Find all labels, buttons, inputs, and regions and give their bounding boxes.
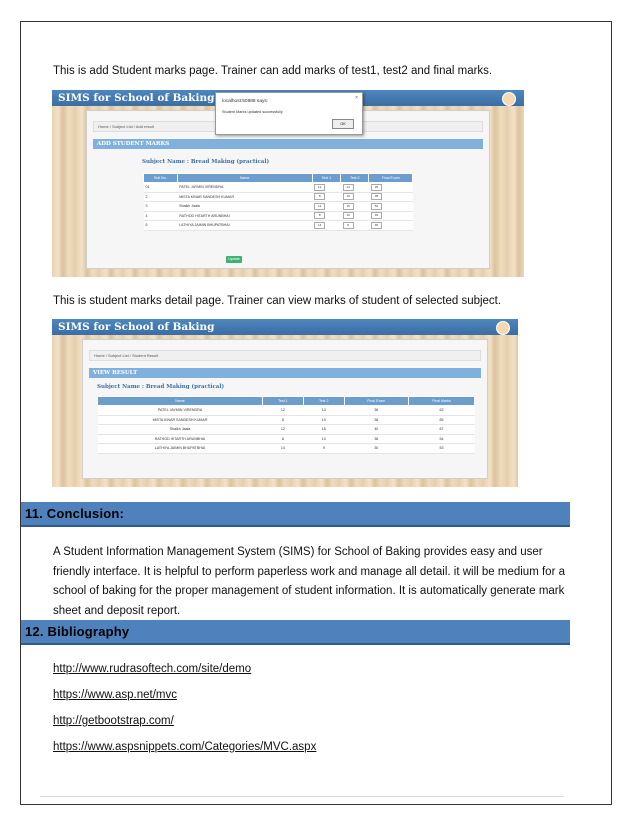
- final-cell: 36: [344, 406, 408, 416]
- table-row: [144, 211, 413, 221]
- total-cell: 67: [408, 425, 474, 435]
- panel-title: ADD STUDENT MARKS: [93, 139, 483, 149]
- footer-rule: [40, 796, 564, 797]
- view-marks-caption: This is student marks detail page. Trainer can view marks of student of selected subject.: [53, 295, 502, 307]
- test2-input[interactable]: 15: [343, 203, 354, 210]
- col-header: Name: [177, 174, 312, 183]
- final-cell: 40: [344, 425, 408, 435]
- final-input[interactable]: 30: [371, 222, 382, 229]
- col-header: Name: [98, 397, 263, 406]
- test1-input[interactable]: 14: [314, 222, 325, 229]
- roll-cell: 01: [144, 183, 178, 193]
- conclusion-heading: 11. Conclusion:: [21, 502, 570, 527]
- table-row: [144, 202, 413, 212]
- breadcrumb[interactable]: Home / Subject List / Student Result: [89, 350, 481, 361]
- name-cell: LATHIYA JAIMIN BHUPATBHAI: [98, 444, 263, 454]
- panel-title: VIEW RESULT: [89, 368, 481, 378]
- subject-label: Subject Name : Bread Making (practical): [142, 159, 270, 165]
- col-header: Test 2: [341, 174, 369, 183]
- name-cell: Shaikh Jaala: [98, 425, 263, 435]
- app-title: SIMS for School of Baking: [58, 92, 215, 104]
- test2-cell: 10: [303, 434, 344, 444]
- test1-input[interactable]: 12: [314, 203, 325, 210]
- add-marks-caption: This is add Student marks page. Trainer can add marks of test1, test2 and final marks.: [53, 65, 493, 77]
- avatar: [502, 92, 516, 106]
- col-header: Test 1: [263, 397, 304, 406]
- test1-cell: 12: [263, 406, 304, 416]
- bibliography-link[interactable]: http://getbootstrap.com/: [53, 715, 174, 727]
- breadcrumb[interactable]: Home / Subject List / Add result: [93, 121, 483, 132]
- test2-input[interactable]: 10: [343, 212, 354, 219]
- app-title-bar: [52, 319, 518, 335]
- table-row: [144, 221, 413, 231]
- name-cell: LATHIYA JAIMIN BHUPATBHAI: [177, 221, 312, 231]
- test2-input[interactable]: 9: [343, 222, 354, 229]
- table-row: [98, 415, 475, 425]
- test2-cell: 14: [303, 406, 344, 416]
- name-cell: RATHOD HITARTH ARUNBHAI: [177, 211, 312, 221]
- test1-input[interactable]: 8: [314, 212, 325, 219]
- final-input[interactable]: 36: [371, 212, 382, 219]
- test2-input[interactable]: 19: [343, 193, 354, 200]
- name-cell: PATEL JAYMIN VIRENDRA: [177, 183, 312, 193]
- col-header: Final Marks: [408, 397, 474, 406]
- subject-label: Subject Name : Bread Making (practical): [97, 384, 225, 390]
- test1-input[interactable]: 12: [314, 184, 325, 191]
- bibliography-link[interactable]: https://www.aspsnippets.com/Categories/MVC.aspx: [53, 741, 317, 753]
- test2-input[interactable]: 14: [343, 184, 354, 191]
- name-cell: PATEL JAYMIN VIRENDRA: [98, 406, 263, 416]
- roll-cell: 4: [144, 211, 178, 221]
- test1-cell: 12: [263, 425, 304, 435]
- col-header: Test 2: [303, 397, 344, 406]
- add-marks-screenshot: [52, 90, 524, 277]
- table-row: [98, 434, 475, 444]
- roll-cell: 5: [144, 221, 178, 231]
- close-icon[interactable]: ×: [355, 95, 358, 101]
- roll-cell: 2: [144, 192, 178, 202]
- add-marks-table: [143, 173, 413, 231]
- update-button[interactable]: Update: [226, 256, 242, 263]
- name-cell: Shaikh Jaala: [177, 202, 312, 212]
- total-cell: 62: [408, 406, 474, 416]
- dialog-message: Student Marks updated successfully: [222, 110, 283, 114]
- table-row: [98, 425, 475, 435]
- final-cell: 30: [344, 444, 408, 454]
- app-title: SIMS for School of Baking: [58, 321, 215, 333]
- roll-cell: 3: [144, 202, 178, 212]
- test2-cell: 19: [303, 415, 344, 425]
- test1-input[interactable]: 8: [314, 193, 325, 200]
- dialog-title: localhost:50988 says:: [222, 99, 269, 104]
- col-header: Test 1: [312, 174, 340, 183]
- name-cell: RATHOD HITARTH ARUNBHAI: [98, 434, 263, 444]
- name-cell: MISTA KINAR SANDESH KUMAR: [98, 415, 263, 425]
- total-cell: 53: [408, 444, 474, 454]
- test1-cell: 8: [263, 415, 304, 425]
- test1-cell: 8: [263, 434, 304, 444]
- test2-cell: 15: [303, 425, 344, 435]
- col-header: Roll No.: [144, 174, 178, 183]
- table-row: [98, 406, 475, 416]
- col-header: Final Exam: [344, 397, 408, 406]
- alert-dialog: [215, 92, 363, 135]
- app-body: [82, 339, 488, 479]
- final-cell: 36: [344, 434, 408, 444]
- total-cell: 54: [408, 434, 474, 444]
- final-input[interactable]: 50: [371, 203, 382, 210]
- view-result-table: [97, 396, 475, 454]
- table-row: [144, 183, 413, 193]
- final-input[interactable]: 36: [371, 184, 382, 191]
- test1-cell: 14: [263, 444, 304, 454]
- bibliography-link[interactable]: http://www.rudrasoftech.com/site/demo: [53, 663, 252, 675]
- conclusion-body: A Student Information Management System (SIMS) for School of Baking provides easy and user friendly interface. It is helpful to perform paperless work and manage all detail. it will be medium for a school of baking for the proper management of student information. It is automatically generate mark sheet and deposit report.: [53, 546, 565, 617]
- avatar: [496, 321, 510, 335]
- bibliography-link[interactable]: https://www.asp.net/mvc: [53, 689, 177, 701]
- table-row: [144, 192, 413, 202]
- total-cell: 65: [408, 415, 474, 425]
- final-cell: 38: [344, 415, 408, 425]
- test2-cell: 9: [303, 444, 344, 454]
- name-cell: MISTA KINAR SANDESH KUMAR: [177, 192, 312, 202]
- col-header: Final Exam: [369, 174, 413, 183]
- final-input[interactable]: 38: [371, 193, 382, 200]
- bibliography-heading: 12. Bibliography: [21, 620, 570, 645]
- table-row: [98, 444, 475, 454]
- ok-button[interactable]: OK: [332, 119, 354, 129]
- view-result-screenshot: [52, 319, 518, 487]
